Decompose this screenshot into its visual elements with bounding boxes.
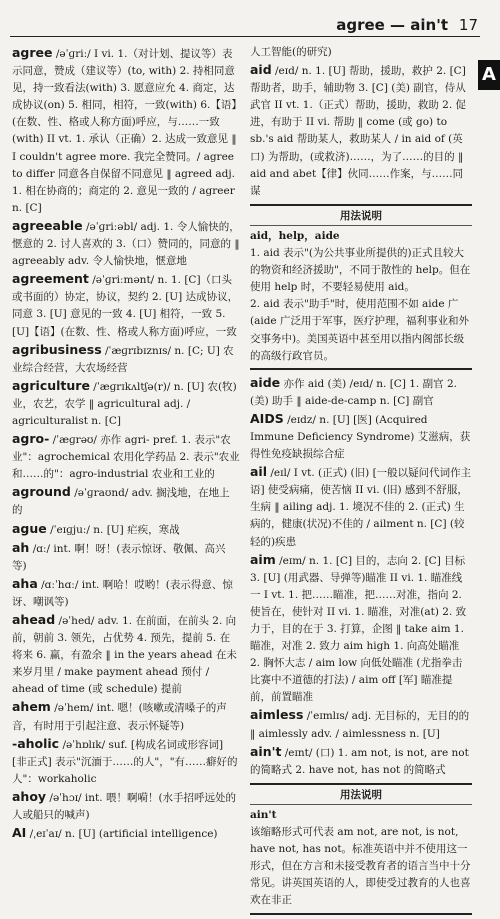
usage-note-aid <box>250 204 472 370</box>
headword: agro- <box>12 431 50 447</box>
entry-definition: /əˈɡriː/ I vi. 1.（对计划、提议等）表示同意，赞成（建议等）(to, with) 2. 持相同意见，持一致看法(with) 3. 愿意应允 4. 商定，达成协议(on) 5. 相同，相符，一致(with) 6.【语】(在数、性、格或人称方面)呼应，与……一致(with) II vt. 1. 承认（正确）2. 达成一致意见 ‖ I couldn't agree more. 我完全赞同。/ agree to differ 同意各自保留不同意见 ‖ agreed adj. 1. 相在协商的；商定的 2. 意见一致的 / agreer n. [C] <box>12 48 237 214</box>
entry-definition: /əˈɡriːəbl/ adj. 1. 令人愉快的，惬意的 2. 讨人喜欢的 3.（口）赞同的，同意的 ‖ agreeably adv. 令人愉快地，惬意地 <box>12 220 240 268</box>
headword: ail <box>250 464 268 480</box>
dictionary-entry <box>250 61 472 200</box>
entry-definition: /əˈɡriːmənt/ n. 1. [C]（口头或书面的）协定，协议，契约 2. [U] 达成协议，同意 3. [U] 意见的一致 4. [U] 相符，一致 5. [U]【语】(在数、性、格或人称方面)呼应，一致 <box>12 274 239 338</box>
usage-note-aint <box>250 783 472 915</box>
continuation-text: 人工智能(的研究) <box>250 46 332 58</box>
headword: aground <box>12 484 71 500</box>
dictionary-entry <box>12 539 240 575</box>
headword: agreement <box>12 271 89 287</box>
headword: agreeable <box>12 217 83 233</box>
entry-definition: /ˈæɡrɪkʌltʃə(r)/ n. [U] 农(牧)业，农艺，农学 ‖ agricultural adj. / agriculturalist n. [C] <box>12 380 237 427</box>
headword: aim <box>250 551 276 567</box>
entry-definition: 亦作 aid (美) /eɪd/ n. [C] 1. 副官 2. (美) 助手 ‖ aide-de-camp n. [C] 副官 <box>250 377 457 407</box>
left-column <box>12 44 240 843</box>
page-number: 17 <box>458 16 478 34</box>
headword: -aholic <box>12 735 60 751</box>
entry-definition: /əˈhɔɪ/ int. 喂！啊嗬！(水手招呼远处的人或船只的喊声) <box>12 791 237 822</box>
entry-definition: /ɑːˈhɑː/ int. 啊哈！哎哟！(表示得意、惊讶、嘲讽等) <box>12 578 233 608</box>
headword: ague <box>12 520 47 536</box>
entry-definition: /əˈɡraʊnd/ adv. 搁浅地，在地上的 <box>12 487 230 517</box>
dictionary-entry <box>12 824 240 843</box>
headword: agree <box>12 45 53 60</box>
entry-definition: /eɪl/ I vt. (正式) (旧) [一般以疑问代词作主语] 使受病痛，使苦恼 II vi. (旧) 感到不舒服，生病 ‖ ailing adj. 1. 境况不佳的 2. (正式) 生病的，健康(状况)不佳的 / ailment n. [C] (较轻的)疾患 <box>250 467 472 548</box>
dictionary-entry <box>12 698 240 734</box>
thumb-index-tab: A <box>478 60 500 90</box>
entry-definition: /ɑː/ int. 啊！呀！(表示惊讶、敬佩、高兴等) <box>12 542 226 572</box>
dictionary-entry <box>12 270 240 340</box>
header-rule <box>10 36 480 37</box>
usage-note-heading: 用法说明 <box>250 787 472 805</box>
entry-definition: /ˈæɡrəʊ/ 亦作 agri- pref. 1. 表示"农业"：agrochemical 农用化学药品 2. 表示"农业和……的"：agro-industrial 农业和工业的 <box>12 434 240 481</box>
dictionary-entry <box>250 743 472 779</box>
dictionary-entry <box>250 706 472 742</box>
entry-definition: /eɪd/ n. 1. [U] 帮助，援助，救护 2. [C] 帮助者，助手，辅助物 3. [C] (美) 副官，侍从武官 II vt. 1.（正式）帮助，援助，救助 2. 促进，有助于 II vi. 帮助 ‖ come (或 go) to sb.'s aid 帮助某人，救助某人 / in aid of (英口) 为帮助，(或救济)……，为了……的目的 ‖ aid and abet【律】伙同……作案，与……同谋 <box>250 65 467 197</box>
entry-definition: /eɪm/ n. 1. [C] 目的，志向 2. [C] 目标 3. [U] (用武器、导弹等)瞄准 II vi. 1. 瞄准线一 I vt. 1. 把……瞄准，把……对准，指向 2. 使旨在，使针对 II vi. 1. 瞄准，对准(at) 2. 致力于，目的在于 3. 打算，企图 ‖ take aim 1. 瞄准，对准 2. 致力 aim high 1. 向高处瞄准 2. 胸怀大志 / aim low 向低处瞄准 (尤指拳击比赛中不道德的打法) / aim off [军] 瞄准提前，前置瞄准 <box>250 554 467 704</box>
headword: ahoy <box>12 788 47 804</box>
entry-definition: /əˈhem/ int. 嗯！(咳嗽或清嗓子的声音，有时用于引起注意、表示怀疑等) <box>12 702 227 732</box>
headword: aimless <box>250 707 304 723</box>
usage-note-line: 2. aid 表示"助手"时，使用范围不如 aide 广 (aide 广泛用于军事，医疗护理，福利事业和外交事务中)。美国英语中甚至用以指内阁部长级的高级行政官员。 <box>250 298 469 362</box>
entry-definition: /əˈhed/ adv. 1. 在前面，在前头 2. 向前，朝前 3. 领先，占优势 4. 预先，提前 5. 在将来 6. 赢，有盈余 ‖ in the years ahead 在未来岁月里 / make payment ahead 预付 / ahead of time (或 schedule) 提前 <box>12 615 237 696</box>
dictionary-entry <box>12 341 240 377</box>
entry-definition: /eɪnt/ (口) 1. am not, is not, are not 的简略式 2. have not, has not 的简略式 <box>250 746 469 776</box>
headword: ahead <box>12 612 56 627</box>
dictionary-entry <box>12 520 240 539</box>
usage-note-line: 1. aid 表示"(为公共事业所提供的)正式且较大的物资和经济援助"，不同于散性的 help。但在使用 help 时，不要轻易使用 aid。 <box>250 247 471 294</box>
headword: aha <box>12 575 38 591</box>
dictionary-entry <box>250 374 472 410</box>
headword: AIDS <box>250 410 284 426</box>
dictionary-entry <box>12 44 240 217</box>
headword: ain't <box>250 743 282 759</box>
entry-definition: /əˈhɒlɪk/ suf. [构成名词或形容词] [非正式] 表示"沉湎于……的人"，"有……癖好的人"：workaholic <box>12 738 238 785</box>
entry-definition: /ˈeɪɡjuː/ n. [U] 疟疾，寒战 <box>50 523 180 536</box>
headword: agribusiness <box>12 341 102 357</box>
usage-note-title: aid，help，aide <box>250 229 340 242</box>
headword: agriculture <box>12 377 90 393</box>
dictionary-entry <box>12 575 240 611</box>
entry-definition: /ˌeɪˈaɪ/ n. [U] (artificial intelligence) <box>29 828 218 841</box>
dictionary-entry <box>250 463 472 550</box>
header-title: agree — ain't <box>336 16 448 34</box>
right-column <box>250 44 472 919</box>
headword: AI <box>12 825 27 841</box>
usage-note-title: ain't <box>250 808 277 821</box>
entry-definition: /ˈeɪmlɪs/ adj. 无目标的，无目的的 ‖ aimlessly adv. / aimlessness n. [U] <box>250 710 470 740</box>
dictionary-entry <box>250 410 472 463</box>
usage-note-line: 该缩略形式可代表 am not, are not, is not, have not, has not。标准英语中并不使用这一形式，但在方言和未接受教育者的语言当中十分常见。讲英国英语的人，即使受过教育的人也喜欢在非正 <box>250 826 471 907</box>
entry-definition: /eɪdz/ n. [U] [医] (Acquired Immune Deficiency Syndrome) 艾滋病，获得性免疫缺损综合症 <box>250 413 471 461</box>
dictionary-entry <box>12 735 240 788</box>
dictionary-entry <box>12 430 240 483</box>
headword: ah <box>12 539 30 555</box>
dictionary-entry <box>12 788 240 824</box>
headword: aide <box>250 374 281 390</box>
dictionary-entry <box>12 217 240 270</box>
dictionary-entry <box>12 377 240 430</box>
usage-note-heading: 用法说明 <box>250 208 472 226</box>
headword: aid <box>250 62 272 78</box>
headword: ahem <box>12 699 51 715</box>
dictionary-entry <box>12 611 240 698</box>
entry-definition: /ˈæɡrɪbɪznɪs/ n. [C; U] 农业综合经营，大农场经营 <box>12 344 234 374</box>
dictionary-entry <box>12 483 240 519</box>
dictionary-entry <box>250 551 472 707</box>
